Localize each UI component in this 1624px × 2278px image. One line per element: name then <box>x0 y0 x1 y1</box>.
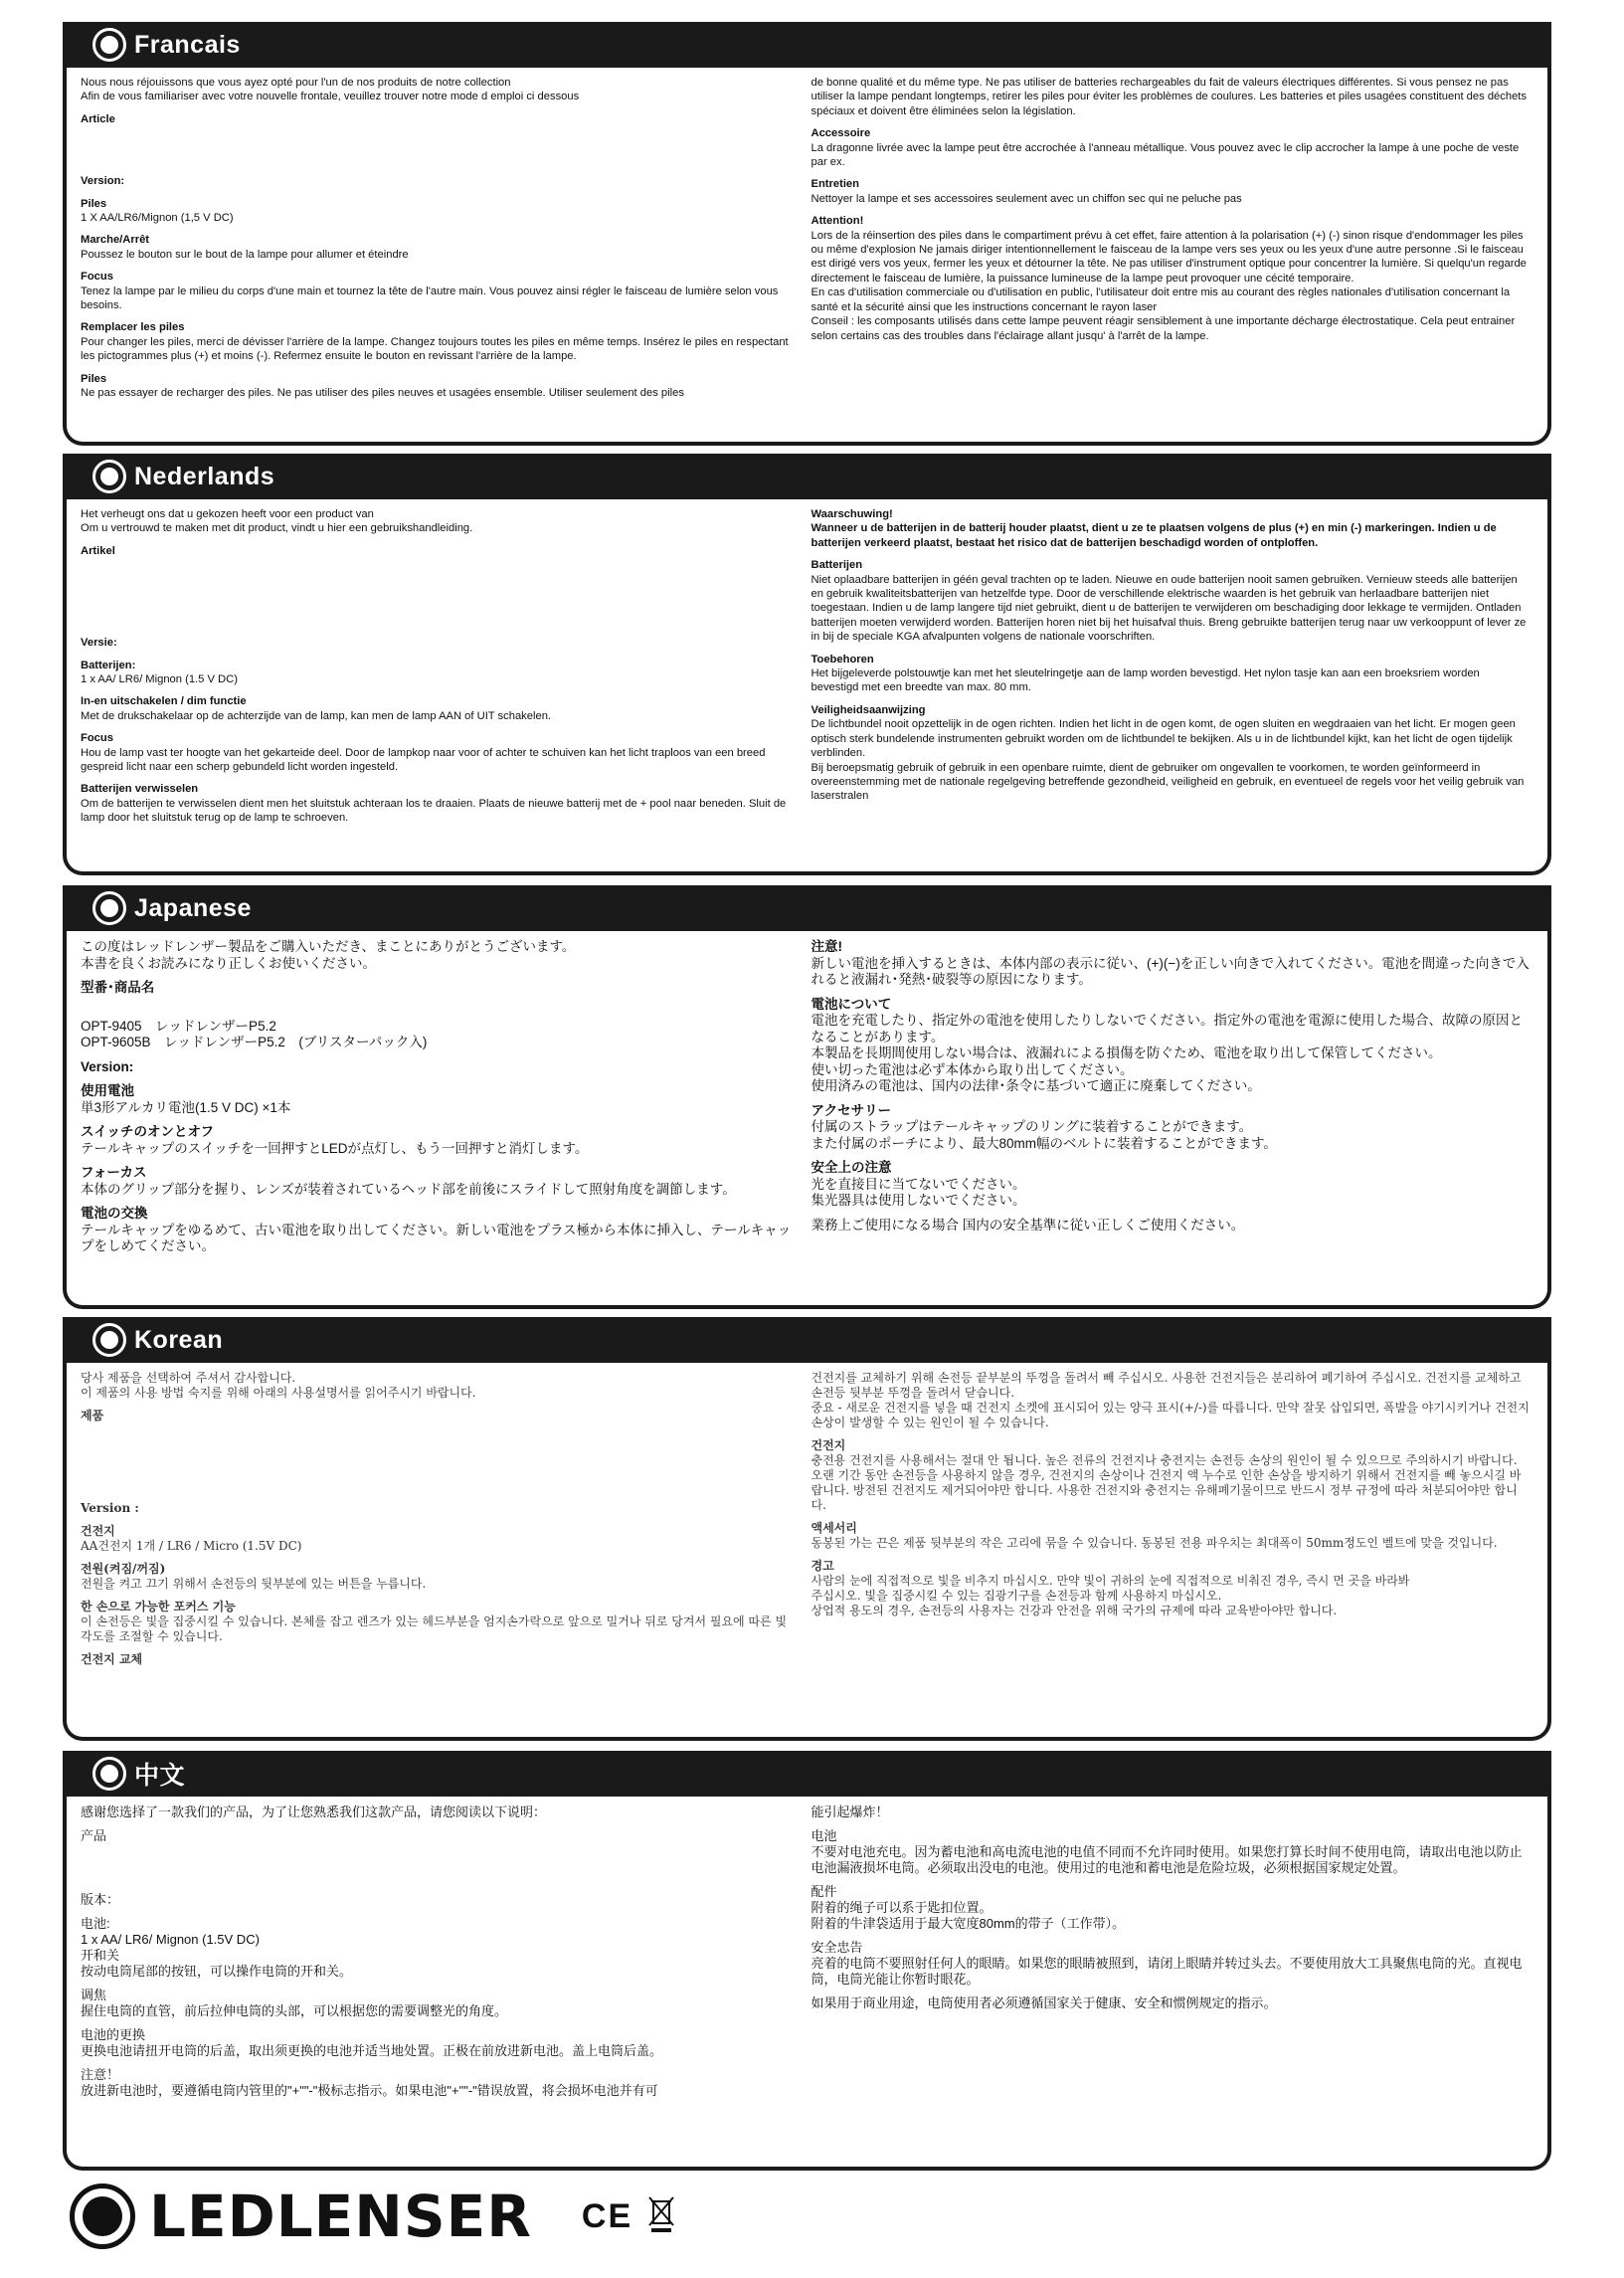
brand-name: LEDLENSER <box>149 2183 532 2250</box>
block-heading: 注意! <box>811 939 842 954</box>
text-block <box>81 320 794 363</box>
body-text: 光を直接目に当てないでください。 集光器具は使用しないでください。 <box>811 1176 1026 1208</box>
left-column <box>81 939 808 1297</box>
text-block <box>81 1562 794 1592</box>
text-block <box>81 731 794 774</box>
body-text: de bonne qualité et du même type. Ne pas utiliser de batteries rechargeables du fait de valeurs électriques différentes. Si vous pensez ne pas utiliser la lampe pendant longtemps, retirer les piles pour éviter les problèmes de coulures. Les batteries et piles usagées constituent des déchets spéciaux et doivent être éliminées selon la législation. <box>811 77 1528 117</box>
left-column <box>81 507 808 863</box>
block-heading: Batterijen verwisselen <box>81 783 199 796</box>
text-block <box>81 270 794 312</box>
body-text: Pour changer les piles, merci de dévisser l'arrière de la lampe. Changez toujours toutes les piles en même temps. Insérez le piles en respectant les pictogrammes plus (+) et moins (-). Refermez ensuite le bouton en revissant l'arrière de la lampe. <box>81 335 789 363</box>
text-block <box>81 1892 794 1908</box>
block-heading: Focus <box>81 732 113 745</box>
body-text: 如果用于商业用途，电筒使用者必须遵循国家关于健康、安全和惯例规定的指示。 <box>811 1995 1277 2010</box>
ce-mark: CE <box>581 2196 633 2235</box>
body-text: Met de drukschakelaar op de achterzijde van de lamp, kan men de lamp AAN of UIT schakelen. <box>81 709 552 722</box>
text-block <box>812 1559 1531 1618</box>
section-korean <box>63 1317 1551 1741</box>
text-block <box>81 1501 794 1516</box>
text-block <box>81 233 794 262</box>
text-block <box>81 939 794 972</box>
block-heading: Batterijen <box>811 559 863 572</box>
right-column <box>808 939 1534 1297</box>
body-text: 电池的更换 更换电池请扭开电筒的后盖，取出须更换的电池并适当地处置。正极在前放进新电池。盖上电筒后盖。 <box>81 2027 663 2058</box>
circle-bullet-icon <box>92 1757 126 1791</box>
body-text: 安全忠告 亮着的电筒不要照射任何人的眼睛。如果您的眼睛被照到，请闭上眼睛并转过头去。不要使用放大工具聚焦电筒的光。直视电筒，电筒光能让你暂时眼花。 <box>811 1940 1523 1987</box>
body-text: Ne pas essayer de recharger des piles. Ne pas utiliser des piles neuves et usagées ensemble. Utiliser seulement des piles <box>81 387 684 400</box>
text-block <box>812 507 1531 550</box>
body-text: 충전용 건전지를 사용해서는 절대 안 됩니다. 높은 전류의 건전지나 충전지는 손전등 손상의 원인이 될 수 있으므로 주의하시기 바랍니다. 오랜 기간 동안 손전등을 사용하지 않을 경우, 건전지의 손상이나 건전지 액 누수로 인한 손상을 방지하기 위해서 건전지를 빼 놓으시길 바랍니다. 방전된 건전지도 제거되어야만 합니다. 사용한 건전지와 충전지는 유해폐기물이므로 반드시 정부 규정에 따라 처분되어야만 합니다. <box>811 1453 1522 1512</box>
body-text: Lors de la réinsertion des piles dans le compartiment prévu à cet effet, faire attention à la polarisation (+) (-) sinon risque d'endommager les piles ou même d'explosion Ne jamais diriger intentionnellement le faisceau de la lampe vers ses yeux ou les yeux d'une autre personne .Si le faisceau est dirigé vers vos yeux, fermer les yeux et détourner la tête. Ne pas utiliser d'instrument optique pour concentrer la lumière. Si quelqu'un regarde directement le faisceau de lumière, la puissance lumineuse de la lampe peut provoquer une cécité temporaire. En cas d'utilisation commerciale ou d'utilisation en public, l'utilisateur doit entre mis au courant des règles nationales d'utilisation concernant la santé et la sécurité ainsi que les instructions concernant le rayon laser Conseil : les composants utilisés dans cette lampe peuvent réagir sensiblement à une importante décharge électrostatique. Cela peut entrainer selon certains cas des troubles dans l'éclairage allant jusqu' à l'arrêt de la lampe. <box>811 229 1527 342</box>
right-column <box>808 507 1534 863</box>
section-header <box>63 885 1551 931</box>
body-text: Het bijgeleverde polstouwtje kan met het sleutelringetje aan de lamp worden bevestigd. Het nylon tasje kan aan een broeksriem worden bevestigd met een breedte van max. 80 mm. <box>811 667 1480 694</box>
block-heading: Accessoire <box>811 127 871 140</box>
text-block <box>81 174 794 188</box>
text-block <box>812 1160 1531 1210</box>
text-block <box>812 1103 1531 1153</box>
body-text: AA건전지 1개 / LR6 / Micro (1.5V DC) <box>81 1539 302 1553</box>
body-text: Niet oplaadbare batterijen in géén geval trachten op te laden. Nieuwe en oude batterijen nooit samen gebruiken. Vernieuw steeds alle batterijen en gebruik kwaliteitsbatterijen van hetzelfde type. Door de verschillende elektrische waarden is het gebruik van herlaadbare batterijen niet toegestaan. Indien u de lamp langere tijd niet gebruikt, dient u de batterijen te verwijderen om beschadiging door lekkage te vermijden. Ontladen batterijen moeten verwijderd worden. Batterijen horen niet bij het huisafval thuis. Breng gebruikte batterijen terug naar uw verkooppunt of lever ze in bij de speciale KGA afvalpunten volgens de nationale voorschriften. <box>811 573 1527 644</box>
text-block <box>812 653 1531 695</box>
text-block <box>812 214 1531 343</box>
body-text: 건전지를 교체하기 위해 손전등 끝부분의 뚜껑을 돌려서 빼 주십시오. 사용한 건전지들은 분리하여 폐기하여 주십시오. 건전지를 교체하고 손전등 뒷부분 뚜껑을 돌려서 닫습니다. 중요 - 새로운 건전지를 넣을 때 건전지 소켓에 표시되어 있는 양극 표시(+/-)를 따릅니다. 만약 잘못 삽입되면, 폭발을 야기시키거나 건전지 손상이 발생할 수 있는 원인이 될 수 있습니다. <box>811 1371 1530 1429</box>
body-text: 版本： <box>81 1892 120 1907</box>
text-block <box>812 1995 1531 2011</box>
text-block <box>81 1600 794 1644</box>
text-block <box>81 1124 794 1157</box>
body-text: Nous nous réjouissons que vous ayez opté pour l'un de nos produits de notre collection Afin de vous familiariser avec votre nouvelle frontale, veuillez trouver notre mode d emploi ci dessous <box>81 77 580 103</box>
text-block <box>812 997 1531 1095</box>
circle-bullet-icon <box>92 460 126 493</box>
block-heading: Versie: <box>81 637 117 650</box>
section-body <box>63 499 1551 875</box>
left-column <box>81 1371 808 1729</box>
body-text: 注意！ 放进新电池时，要遵循电筒内管里的"+""-"极标志指示。如果电池"+""-"错误放置，将会损坏电池并有可 <box>81 2067 658 2098</box>
block-heading: 電池について <box>811 996 892 1012</box>
body-text: 1 X AA/LR6/Mignon (1,5 V DC) <box>81 212 234 225</box>
body-text: 전원을 켜고 끄기 위해서 손전등의 뒷부분에 있는 버튼을 누릅니다. <box>81 1577 427 1591</box>
left-column <box>81 76 808 434</box>
body-text: 产品 <box>81 1828 107 1843</box>
block-heading: フォーカス <box>81 1165 147 1180</box>
text-block <box>81 507 794 536</box>
text-block <box>81 1988 794 2019</box>
block-heading: 電池の交換 <box>81 1206 148 1221</box>
block-heading: 전원(켜짐/꺼짐) <box>81 1562 166 1576</box>
block-heading: Version: <box>81 175 125 188</box>
text-block <box>812 703 1531 804</box>
block-heading: Veiligheidsaanwijzing <box>811 703 926 716</box>
section-header <box>63 1317 1551 1363</box>
body-text: 感谢您选择了一款我们的产品，为了让您熟悉我们这款产品，请您阅读以下说明： <box>81 1804 547 1819</box>
text-block <box>81 2027 794 2059</box>
body-text: 配件 附着的绳子可以系于匙扣位置。 附着的牛津袋适用于最大宽度80mm的带子（工作带）。 <box>811 1884 1126 1931</box>
circle-bullet-icon <box>92 1323 126 1357</box>
block-heading: スイッチのオンとオフ <box>81 1124 215 1139</box>
right-column <box>808 1804 1534 2159</box>
text-block <box>81 112 794 126</box>
body-text: Poussez le bouton sur le bout de la lampe pour allumer et éteindre <box>81 248 409 261</box>
section-header <box>63 454 1551 499</box>
block-heading: Batterijen: <box>81 659 136 671</box>
text-block <box>81 980 794 997</box>
text-block <box>812 76 1531 118</box>
block-heading: 安全上の注意 <box>811 1160 892 1175</box>
block-heading: 건전지 교체 <box>81 1652 143 1666</box>
block-heading: Entretien <box>811 178 859 191</box>
text-block <box>81 1524 794 1554</box>
block-heading: Waarschuwing! <box>811 508 893 520</box>
right-column <box>808 1371 1534 1729</box>
body-text: Het verheugt ons dat u gekozen heeft voor een product van Om u vertrouwd te maken met dit product, vindt u hier een gebruikshandleiding. <box>81 508 473 535</box>
block-heading: Version: <box>81 1058 134 1074</box>
text-block <box>81 197 794 226</box>
body-text: OPT-9405 レッドレンザーP5.2 OPT-9605B レッドレンザーP5.2 (ブリスターパック入) <box>81 1018 428 1049</box>
body-text: テールキャップをゆるめて、古い電池を取り出してください。新しい電池をプラス極から本体に挿入し、テールキャップをしめてください。 <box>81 1222 792 1253</box>
text-block <box>81 1409 794 1424</box>
text-block <box>812 1884 1531 1932</box>
left-column <box>81 1804 808 2159</box>
block-heading: 액세서리 <box>811 1521 857 1535</box>
body-text: 電池を充電したり、指定外の電池を使用したりしないでください。指定外の電池を電源に使用した場合、故障の原因となることがあります。 本製品を長期間使用しない場合は、液漏れによる損傷を防ぐため、電池を取り出して保管してください。 使い切った電池は必ず本体から取り出してください。 使用済みの電池は、国内の法律･条令に基づいて適正に廃棄してください。 <box>811 1013 1523 1093</box>
crossed-bin-icon <box>646 2195 676 2238</box>
text-block <box>812 1371 1531 1430</box>
text-block <box>81 1206 794 1255</box>
block-heading: Attention! <box>811 215 864 228</box>
body-text: 调焦 握住电筒的直管，前后拉伸电筒的头部，可以根据您的需要调整光的角度。 <box>81 1988 508 2018</box>
text-block <box>81 694 794 723</box>
block-heading: 경고 <box>811 1559 834 1573</box>
body-text: 単3形アルカリ電池(1.5 V DC) ×1本 <box>81 1099 291 1115</box>
block-heading: Version : <box>81 1501 139 1515</box>
body-text: Hou de lamp vast ter hoogte van het gekarteide deel. Door de lampkop naar voor of achter te schuiven kan het licht traploos van een breed gespreid licht naar een scherp gebundeld licht worden ingesteld. <box>81 746 766 774</box>
body-text: De lichtbundel nooit opzettelijk in de ogen richten. Indien het licht in de ogen komt, de ogen sluiten en wegdraaien van het licht. Er mogen geen optisch sterk bundelende instrumenten gebruikt worden om de lichtbundel te bekijken. Als u in de lichtbundel kijkt, kan het licht de ogen tijdelijk verblinden. Bij beroepsmatig gebruik of gebruik in een openbare ruimte, dient de gebruiker om ongevallen te voorkomen, te worden geïnformeerd in overeenstemming met de nationale regelgeving betreffende gezondheid, veiligheid en gebruik, en eventueel de regels voor het veilig gebruik van laserstralen <box>811 718 1525 803</box>
text-block <box>812 558 1531 644</box>
text-block <box>81 1371 794 1401</box>
footer <box>70 2177 766 2256</box>
body-text: 業務上ご使用になる場合 国内の安全基準に従い正しくご使用ください。 <box>811 1217 1245 1233</box>
section-body <box>63 1797 1551 2171</box>
text-block <box>81 544 794 558</box>
body-text: Om de batterijen te verwisselen dient men het sluitstuk achteraan los te draaien. Plaats de nieuwe batterij met de + pool naar beneden. Sluit de lamp door het sluitstuk terug op de lamp te schroeven. <box>81 797 787 825</box>
section-chinese <box>63 1751 1551 2171</box>
block-heading: 제품 <box>81 1409 104 1423</box>
right-column <box>808 76 1534 434</box>
section-body <box>63 1363 1551 1741</box>
ledlenser-logo-icon <box>70 2183 135 2249</box>
section-title: Japanese <box>134 893 252 922</box>
circle-bullet-icon <box>92 28 126 62</box>
text-block <box>812 1521 1531 1551</box>
warning-text: Wanneer u de batterijen in de batterij houder plaatst, dient u ze te plaatsen volgens de plus (+) en min (-) markeringen. Indien u de batterijen verkeerd plaatst, bestaat het risico dat de batterijen beschadigd worden of ontploffen. <box>811 522 1497 549</box>
text-block <box>812 126 1531 169</box>
block-heading: Piles <box>81 197 107 210</box>
text-block <box>812 1828 1531 1876</box>
section-title: Francais <box>134 30 241 59</box>
block-heading: 건전지 <box>81 1524 115 1538</box>
block-heading: Focus <box>81 271 113 284</box>
text-block <box>812 1438 1531 1513</box>
section-francais <box>63 22 1551 446</box>
body-text: 동봉된 가는 끈은 제품 뒷부분의 작은 고리에 묶을 수 있습니다. 동봉된 전용 파우치는 최대폭이 50mm정도인 벨트에 맞을 것입니다. <box>811 1536 1498 1550</box>
body-text: Nettoyer la lampe et ses accessoires seulement avec un chiffon sec qui ne peluche pas <box>811 192 1242 205</box>
text-block <box>81 659 794 687</box>
section-header <box>63 1751 1551 1797</box>
block-heading: 한 손으로 가능한 포커스 기능 <box>81 1600 236 1614</box>
text-block <box>812 939 1531 989</box>
body-text: 本体のグリップ部分を握り、レンズが装着されているヘッド部を前後にスライドして照射角度を調節します。 <box>81 1181 736 1197</box>
body-text: この度はレッドレンザー製品をご購入いただき、まことにありがとうございます。 本書を良くお読みになり正しくお使いください。 <box>81 939 576 971</box>
text-block <box>812 1804 1531 1820</box>
body-text: 이 손전등은 빛을 집중시킬 수 있습니다. 본체를 잡고 렌즈가 있는 헤드부분을 엄지손가락으로 앞으로 밀거나 뒤로 당겨서 필요에 따른 빛 각도를 조절할 수 있습니다. <box>81 1614 788 1643</box>
block-heading: Piles <box>81 372 107 385</box>
body-text: 新しい電池を挿入するときは、本体内部の表示に従い、(+)(−)を正しい向きで入れてください。電池を間違った向きで入れると液漏れ･発熱･破裂等の原因になります。 <box>811 955 1530 987</box>
text-block <box>812 1218 1531 1234</box>
text-block <box>81 1059 794 1076</box>
section-japanese <box>63 885 1551 1309</box>
section-title: Korean <box>134 1325 224 1354</box>
circle-bullet-icon <box>92 891 126 925</box>
text-block <box>81 1019 794 1051</box>
block-heading: In-en uitschakelen / dim functie <box>81 695 247 708</box>
text-block <box>81 372 794 401</box>
section-title: 中文 <box>134 1762 186 1790</box>
block-heading: Article <box>81 112 115 125</box>
text-block <box>81 2067 794 2099</box>
block-heading: Marche/Arrêt <box>81 234 150 247</box>
text-block <box>81 1165 794 1198</box>
text-block <box>81 76 794 104</box>
block-heading: 型番･商品名 <box>81 980 155 995</box>
body-text: 사람의 눈에 직접적으로 빛을 비추지 마십시오. 만약 빛이 귀하의 눈에 직접적으로 비춰진 경우, 즉시 먼 곳을 바라봐 주십시오. 빛을 집중시킬 수 있는 집광기구를 손전등과 함께 사용하지 마십시오. 상업적 용도의 경우, 손전등의 사용자는 건강과 안전을 위해 국가의 규제에 따라 교육받아야만 합니다. <box>811 1574 1410 1617</box>
text-block <box>812 177 1531 206</box>
body-text: 电池: 1 x AA/ LR6/ Mignon (1.5V DC) 开和关 按动电筒尾部的按钮，可以操作电筒的开和关。 <box>81 1916 353 1979</box>
block-heading: アクセサリー <box>811 1102 892 1118</box>
section-title: Nederlands <box>134 462 275 490</box>
section-body <box>63 931 1551 1309</box>
section-nederlands <box>63 454 1551 875</box>
block-heading: Toebehoren <box>811 653 874 665</box>
body-text: 能引起爆炸！ <box>811 1804 889 1819</box>
text-block <box>81 1916 794 1980</box>
text-block <box>81 1652 794 1667</box>
body-text: 付属のストラップはテールキャップのリングに装着することができます。 また付属のポーチにより、最大80mm幅のベルトに装着することができます。 <box>811 1119 1277 1151</box>
body-text: 电池 不要对电池充电。因为蓄电池和高电流电池的电值不同而不允许同时使用。如果您打算长时间不使用电筒，请取出电池以防止电池漏液损坏电筒。必须取出没电的电池。使用过的电池和蓄电池是危险垃圾，必须根据国家规定处置。 <box>811 1828 1523 1875</box>
block-heading: Artikel <box>81 544 115 557</box>
body-text: テールキャップのスイッチを一回押すとLEDが点灯し、もう一回押すと消灯します。 <box>81 1140 589 1156</box>
text-block <box>81 782 794 825</box>
body-text: 1 x AA/ LR6/ Mignon (1.5 V DC) <box>81 673 238 686</box>
text-block <box>81 636 794 650</box>
text-block <box>81 1083 794 1116</box>
block-heading: Remplacer les piles <box>81 321 185 334</box>
section-header <box>63 22 1551 68</box>
section-body <box>63 68 1551 446</box>
block-heading: 건전지 <box>811 1438 846 1452</box>
body-text: Tenez la lampe par le milieu du corps d'une main et tournez la tête de l'autre main. Vous pouvez ainsi régler le faisceau de lumière selon vous besoins. <box>81 285 779 312</box>
body-text: 당사 제품을 선택하여 주셔서 감사합니다. 이 제품의 사용 방법 숙지를 위해 아래의 사용설명서를 읽어주시기 바랍니다. <box>81 1371 476 1400</box>
text-block <box>81 1804 794 1820</box>
body-text: La dragonne livrée avec la lampe peut être accrochée à l'anneau métallique. Vous pouvez avec le clip accrocher la lampe à une poche de veste par ex. <box>811 141 1520 169</box>
text-block <box>812 1940 1531 1988</box>
block-heading: 使用電池 <box>81 1083 134 1098</box>
text-block <box>81 1828 794 1844</box>
